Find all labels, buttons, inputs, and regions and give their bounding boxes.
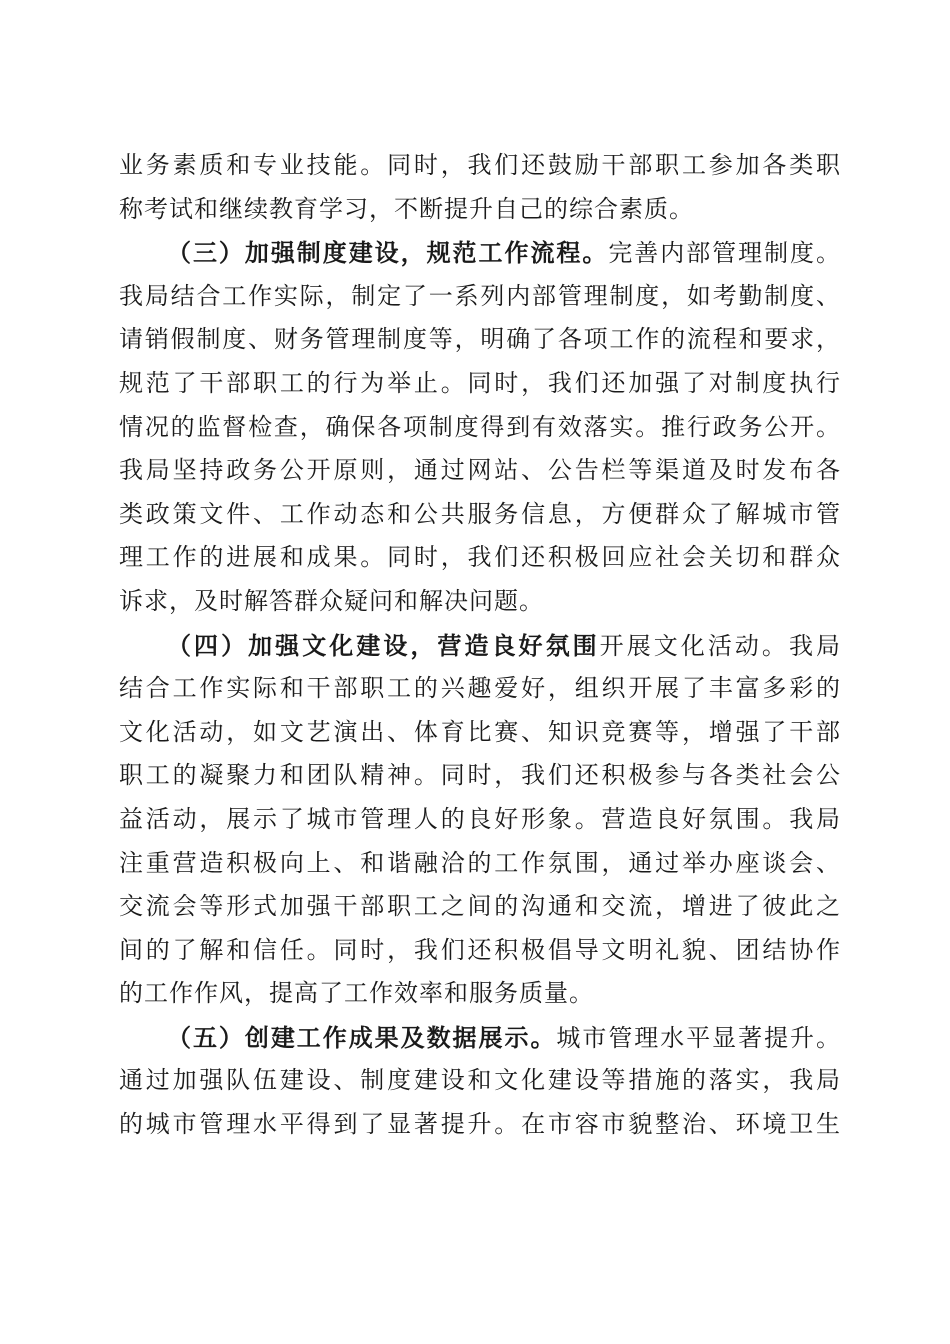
text-line: 交流会等形式加强干部职工之间的沟通和交流，增进了彼此之 — [119, 892, 841, 921]
text-line: 间的了解和信任。同时，我们还积极倡导文明礼貌、团结协作 — [119, 935, 841, 964]
text-line: 我局坚持政务公开原则，通过网站、公告栏等渠道及时发布各 — [119, 456, 841, 485]
text-line: 诉求，及时解答群众疑问和解决问题。 — [119, 586, 544, 615]
text-line: 情况的监督检查，确保各项制度得到有效落实。推行政务公开。 — [119, 412, 841, 441]
text-line: 类政策文件、工作动态和公共服务信息，方便群众了解城市管 — [119, 499, 841, 528]
document-body — [119, 144, 841, 1147]
text-line: 的城市管理水平得到了显著提升。在市容市貌整治、环境卫生 — [119, 1110, 841, 1139]
text-line: 注重营造积极向上、和谐融洽的工作氛围，通过举办座谈会、 — [119, 848, 841, 877]
text-span: 完善内部管理制度。 — [608, 239, 842, 268]
text-span: 开展文化活动。我局 — [599, 631, 842, 660]
text-line: 理工作的进展和成果。同时，我们还积极回应社会关切和群众 — [119, 543, 841, 572]
text-line: 结合工作实际和干部职工的兴趣爱好，组织开展了丰富多彩的 — [119, 674, 841, 703]
text-line: 通过加强队伍建设、制度建设和文化建设等措施的落实，我局 — [119, 1066, 841, 1095]
text-span: 城市管理水平显著提升。 — [556, 1023, 842, 1052]
text-line: 文化活动，如文艺演出、体育比赛、知识竞赛等，增强了干部 — [119, 717, 841, 746]
section-heading: （五）创建工作成果及数据展示。 — [167, 1022, 557, 1052]
text-line: 我局结合工作实际，制定了一系列内部管理制度，如考勤制度、 — [119, 281, 841, 310]
text-line: 职工的凝聚力和团队精神。同时，我们还积极参与各类社会公 — [119, 761, 841, 790]
text-line: 业务素质和专业技能。同时，我们还鼓励干部职工参加各类职 — [119, 151, 841, 179]
text-line: 益活动，展示了城市管理人的良好形象。营造良好氛围。我局 — [119, 804, 841, 833]
section-heading-line — [119, 1016, 841, 1060]
section-heading-line — [119, 231, 841, 275]
section-heading: （四）加强文化建设，营造良好氛围 — [167, 630, 600, 660]
section-heading-line — [119, 624, 841, 668]
section-heading: （三）加强制度建设，规范工作流程。 — [167, 238, 609, 268]
text-line: 请销假制度、财务管理制度等，明确了各项工作的流程和要求， — [119, 325, 841, 354]
text-line: 称考试和继续教育学习，不断提升自己的综合素质。 — [119, 194, 694, 223]
text-line: 规范了干部职工的行为举止。同时，我们还加强了对制度执行 — [119, 368, 841, 397]
text-line: 的工作作风，提高了工作效率和服务质量。 — [119, 979, 594, 1008]
